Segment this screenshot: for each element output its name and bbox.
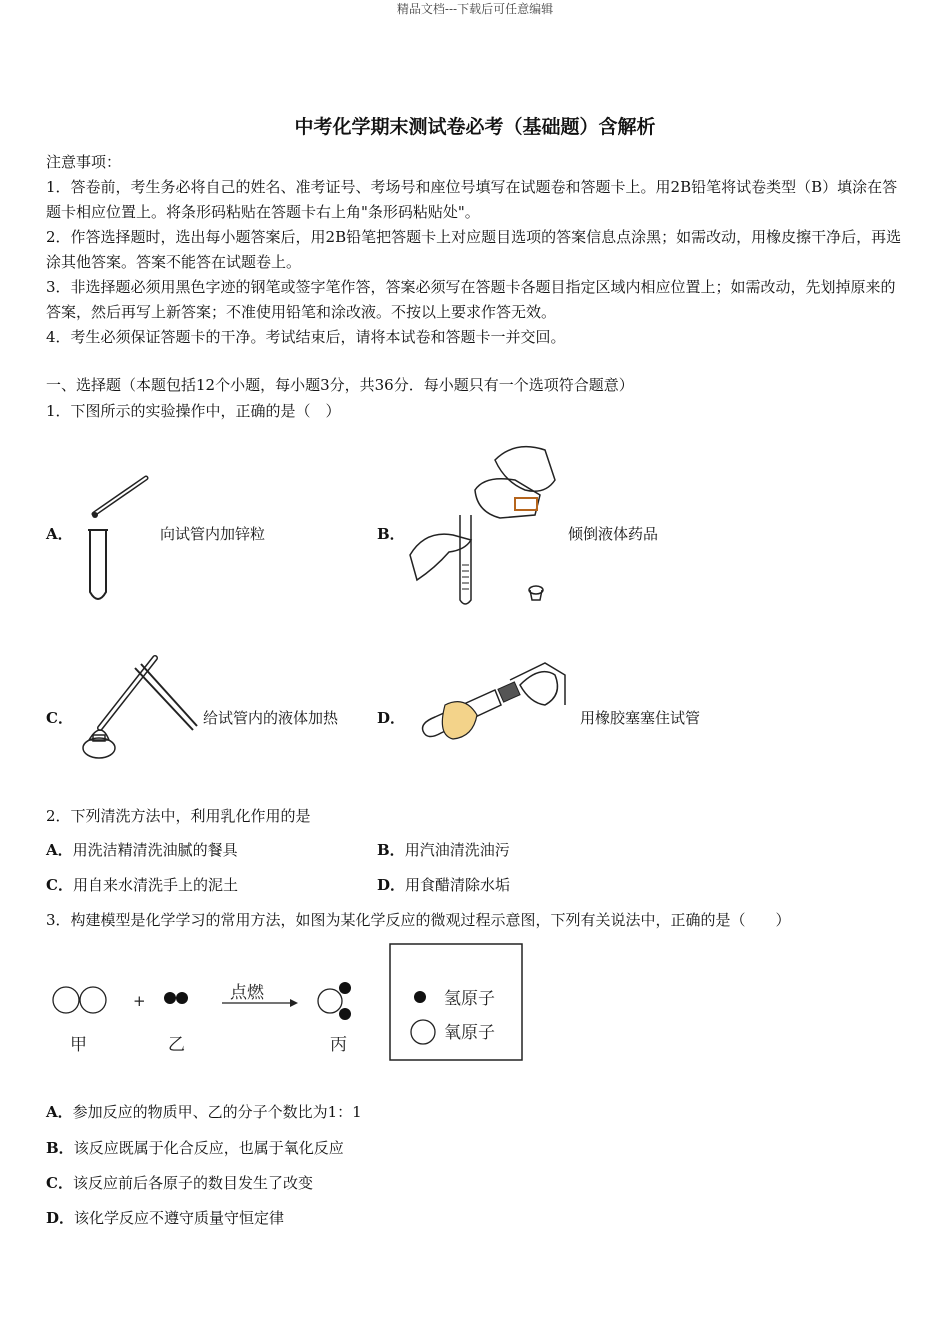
q1-option-a-caption: 向试管内加锌粒	[160, 525, 266, 543]
q3-option-c-letter: C．	[46, 1174, 73, 1192]
reaction-condition: 点燃	[230, 983, 264, 1003]
note-item-1: 1．答卷前，考生务必将自己的姓名、准考证号、考场号和座位号填写在试题卷和答题卡上。用2B铅笔将试卷类型（B）填涂在答题卡相应位置上。将条形码粘贴在答题卡右上角"条形码粘贴处"。	[46, 178, 898, 221]
q1-option-a-letter: A．	[46, 525, 73, 543]
q2-option-c	[46, 873, 238, 898]
molecule-bing-hydrogen-1	[339, 982, 351, 994]
legend-oxygen-label: 氧原子	[444, 1023, 495, 1043]
q1-option-d-letter: D．	[377, 709, 406, 727]
q1-stem: 1．下图所示的实验操作中，正确的是（ ）	[46, 402, 341, 420]
q3-option-b-letter: B．	[46, 1139, 74, 1157]
label-bing: 丙	[330, 1035, 347, 1055]
notes-block	[46, 150, 906, 350]
note-item-2: 2．作答选择题时，选出每小题答案后，用2B铅笔把答题卡上对应题目选项的答案信息点涂黑；如需改动，用橡皮擦干净后，再选涂其他答案。答案不能答在试题卷上。	[46, 228, 902, 271]
q3-option-d	[46, 1206, 284, 1231]
notes-heading: 注意事项：	[46, 153, 122, 171]
q2-option-a	[46, 838, 238, 863]
q2-option-a-text: 用洗洁精清洗油腻的餐具	[72, 841, 238, 859]
q2-option-b	[377, 838, 510, 863]
q3-option-b	[46, 1136, 344, 1161]
label-yi: 乙	[168, 1035, 185, 1055]
legend-hydrogen-symbol	[414, 991, 426, 1003]
molecule-yi-atom-1	[164, 992, 176, 1004]
q2-option-a-letter: A．	[46, 841, 73, 859]
q2-option-c-text: 用自来水清洗手上的泥土	[72, 876, 238, 894]
section-heading: 一、选择题（本题包括12个小题，每小题3分，共36分．每小题只有一个选项符合题意）	[46, 376, 634, 394]
q2-option-c-letter: C．	[46, 876, 73, 894]
label-jia: 甲	[70, 1035, 87, 1055]
note-item-4: 4．考生必须保证答题卡的干净。考试结束后，请将本试卷和答题卡一并交回。	[46, 328, 566, 346]
legend-oxygen-symbol	[411, 1020, 435, 1044]
q3-option-a-letter: A．	[46, 1103, 73, 1121]
page-title: 中考化学期末测试卷必考（基础题）含解析	[294, 116, 656, 138]
q2-option-d	[377, 873, 510, 898]
q3-option-c	[46, 1171, 313, 1196]
molecule-jia-atom-1	[53, 987, 79, 1013]
reaction-diagram	[46, 940, 536, 1070]
pouring-liquid-figure	[405, 440, 565, 615]
q2-option-b-letter: B．	[377, 841, 405, 859]
page-header: 精品文档---下载后可任意编辑	[396, 2, 554, 16]
q3-option-d-letter: D．	[46, 1209, 75, 1227]
q1-option-c-caption: 给试管内的液体加热	[203, 709, 339, 727]
q3-option-a-text: 参加反应的物质甲、乙的分子个数比为1：1	[72, 1103, 362, 1121]
arrow-head	[290, 999, 298, 1007]
molecule-bing-hydrogen-2	[339, 1008, 351, 1020]
q3-option-d-text: 该化学反应不遵守质量守恒定律	[74, 1209, 285, 1227]
q2-option-b-text: 用汽油清洗油污	[404, 841, 510, 859]
q2-option-d-text: 用食醋清除水垢	[405, 876, 511, 894]
legend-hydrogen-label: 氢原子	[444, 989, 495, 1009]
q1-option-c-letter: C．	[46, 709, 73, 727]
q3-stem: 3．构建模型是化学学习的常用方法，如图为某化学反应的微观过程示意图，下列有关说法中，正确的是（ ）	[46, 911, 791, 929]
q3-option-a	[46, 1100, 362, 1125]
q1-option-b-letter: B．	[377, 525, 405, 543]
q1-option-b-caption: 倾倒液体药品	[568, 525, 659, 543]
rubber-stopper-figure	[405, 655, 580, 765]
note-item-3: 3．非选择题必须用黑色字迹的钢笔或签字笔作答，答案必须写在答题卡各题目指定区域内相应位置上；如需改动，先划掉原来的答案，然后再写上新答案；不准使用铅笔和涂改液。不按以上要求作答无效。	[46, 278, 896, 321]
molecule-bing-oxygen	[318, 989, 342, 1013]
q2-stem: 2．下列清洗方法中，利用乳化作用的是	[46, 807, 311, 825]
molecule-yi-atom-2	[176, 992, 188, 1004]
q2-option-d-letter: D．	[377, 876, 406, 894]
plus-sign: +	[133, 992, 146, 1010]
heating-test-tube-figure	[75, 650, 205, 765]
q3-option-b-text: 该反应既属于化合反应，也属于氧化反应	[73, 1139, 344, 1157]
q1-option-d-caption: 用橡胶塞塞住试管	[580, 709, 701, 727]
test-tube-zinc-figure	[80, 470, 160, 610]
molecule-jia-atom-2	[80, 987, 106, 1013]
q3-option-c-text: 该反应前后各原子的数目发生了改变	[72, 1174, 313, 1192]
